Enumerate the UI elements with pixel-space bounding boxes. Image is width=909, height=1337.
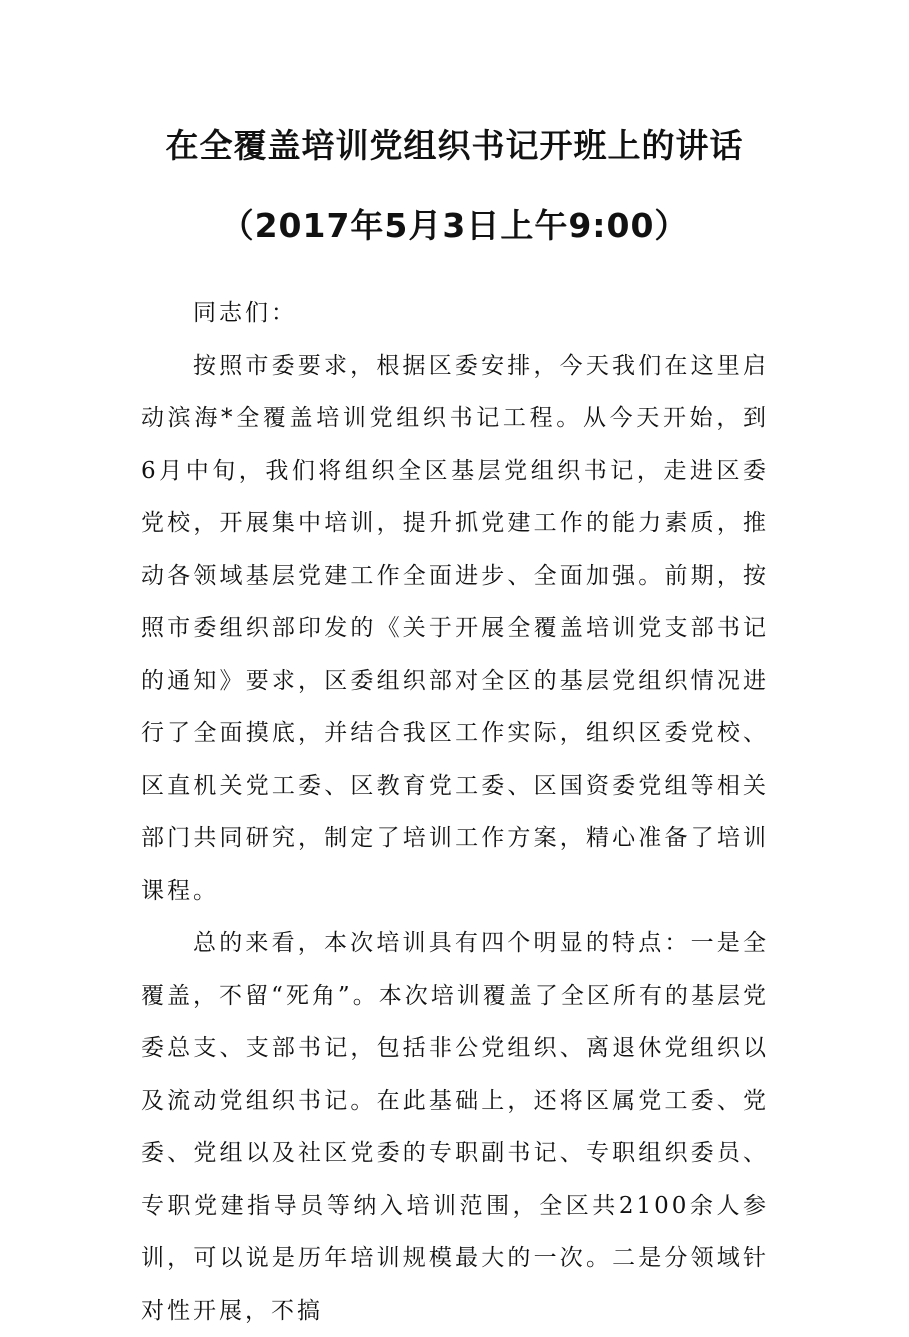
salutation: 同志们： — [193, 300, 297, 326]
paragraph-1: 按照市委要求，根据区委安排，今天我们在这里启动滨海*全覆盖培训党组织书记工程。从今天开始，到6月中旬，我们将组织全区基层党组织书记，走进区委党校，开展集中培训，提升抓党建工作的能力素质，推动各领域基层党建工作全面进步、全面加强。前期，按照市委组织部印发的《关于开展全覆盖培训党支部书记的通知》要求，区委组织部对全区的基层党组织情况进行了全面摸底，并结合我区工作实际，组织区委党校、区直机关党工委、区教育党工委、区国资委党组等相关部门共同研究，制定了培训工作方案，精心准备了培训课程。 — [141, 352, 769, 904]
paragraph-2: 总的来看，本次培训具有四个明显的特点：一是全覆盖，不留“死角”。本次培训覆盖了全区所有的基层党委总支、支部书记，包括非公党组织、离退休党组织以及流动党组织书记。在此基础上，还将区属党工委、党委、党组以及社区党委的专职副书记、专职组织委员、专职党建指导员等纳入培训范围，全区共2100余人参训，可以说是历年培训规模最大的一次。二是分领域针对性开展，不搞 — [141, 930, 769, 1324]
document-body — [141, 287, 769, 1337]
document-title: 在全覆盖培训党组织书记开班上的讲话 — [165, 126, 744, 165]
document-date-line: （2017年5月3日上午9:00） — [220, 206, 689, 245]
